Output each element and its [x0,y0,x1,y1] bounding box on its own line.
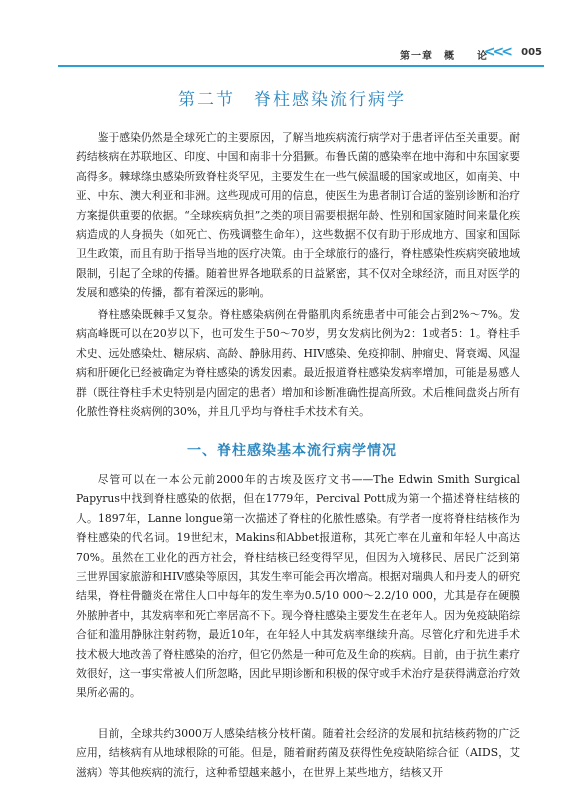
paragraph-body-2: 目前，全球共约3000万人感染结核分枝杆菌。随着社会经济的发展和抗结核药物的广泛应用，结核病有从地球根除的可能。但是，随着耐药菌及获得性免疫缺陷综合征（AIDS，艾滋病）等其他疾病的流行，这种希望越来越小，在世界上某些地方，结核又开 [76,727,520,779]
paragraph-intro-1: 鉴于感染仍然是全球死亡的主要原因，了解当地疾病流行病学对于患者评估至关重要。耐药结核病在苏联地区、印度、中国和南非十分猖獗。布鲁氏菌的感染率在地中海和中东国家要高得多。棘球绦虫感染所致脊柱炎罕见，主要发生在一些气候温暖的国家或地区，如南美、中亚、中东、澳大利亚和非洲。这些现成可用的信息，使医生为患者制订合适的鉴别诊断和治疗方案提供重要的依据。“全球疾病负担”之类的项目需要根据年龄、性别和国家随时间来量化疾病造成的人身损失（如死亡、伤残调整生命年），这些数据不仅有助于形成地方、国家和国际卫生政策，而且有助于指导当地的医疗决策。由于全球旅行的盛行，脊柱感染性疾病突破地域限制，引起了全球的传播。随着世界各地联系的日益紧密，其不仅对全球经济，而且对医学的发展和感染的传播，都有着深远的影响。 [76,131,520,300]
section-title: 第二节 脊柱感染流行病学 [178,90,406,110]
paragraph-intro-2: 脊柱感染既棘手又复杂。脊柱感染病例在骨骼肌肉系统患者中可能会占到2%～7%。发病高峰既可以在20岁以下，也可发生于50～70岁，男女发病比例为2：1或者5：1。脊柱手术史、远处感染灶、糖尿病、高龄、静脉用药、HIV感染、免疫抑制、肿瘤史、肾衰竭、风湿病和肝硬化已经被确定为脊柱感染的诱发因素。最近报道脊柱感染发病率增加，可能是易感人群（既往脊柱手术史特别是内固定的患者）增加和诊断准确性提高所致。术后椎间盘炎占所有化脓性脊柱炎病例的30%，并且几乎均与脊柱手术技术有关。 [76,308,520,419]
subsection-title: 一、脊柱感染基本流行病学情况 [187,443,397,459]
page-number: 005 [521,47,542,58]
page-header [0,44,584,66]
paragraph-body-1: 尽管可以在一本公元前2000年的古埃及医疗文书——The Edwin Smith Surgical Papyrus中找到脊柱感染的依据，但在1779年，Percival Pott成为第一个描述脊柱结核的人。1897年，Lanne longue第一次描述了脊柱的化脓性感染。有学者一度将脊柱结核作为脊柱感染的代名词。19世纪末，Makins和Abbet报道称，其死亡率在儿童和年轻人中高达70%。虽然在工业化的西方社会，脊柱结核已经变得罕见，但因为入境移民、居民广泛到第三世界国家旅游和HIV感染等原因，其发生率可能会再次增高。根据对瑞典人和丹麦人的研究结果，脊柱骨髓炎在常住人口中每年的发生率为0.5/10 000～2.2/10 000，尤其是存在硬膜外脓肿者中，其发病率和死亡率居高不下。现今脊柱感染主要发生在老年人。因为免疫缺陷综合征和滥用静脉注射药物，最近10年，在年轻人中其发病率继续升高。尽管化疗和先进手术技术极大地改善了脊柱感染的治疗，但它仍然是一种可危及生命的疾病。目前，由于抗生素疗效很好，这一事实常被人们所忽略，因此早期诊断和积极的保守或手术治疗是获得满意治疗效果所必需的。 [76,473,520,700]
header-divider [58,65,544,67]
chapter-heading: 第一章 概 论 [400,51,488,62]
chevron-left-icon: <<< [483,44,510,60]
